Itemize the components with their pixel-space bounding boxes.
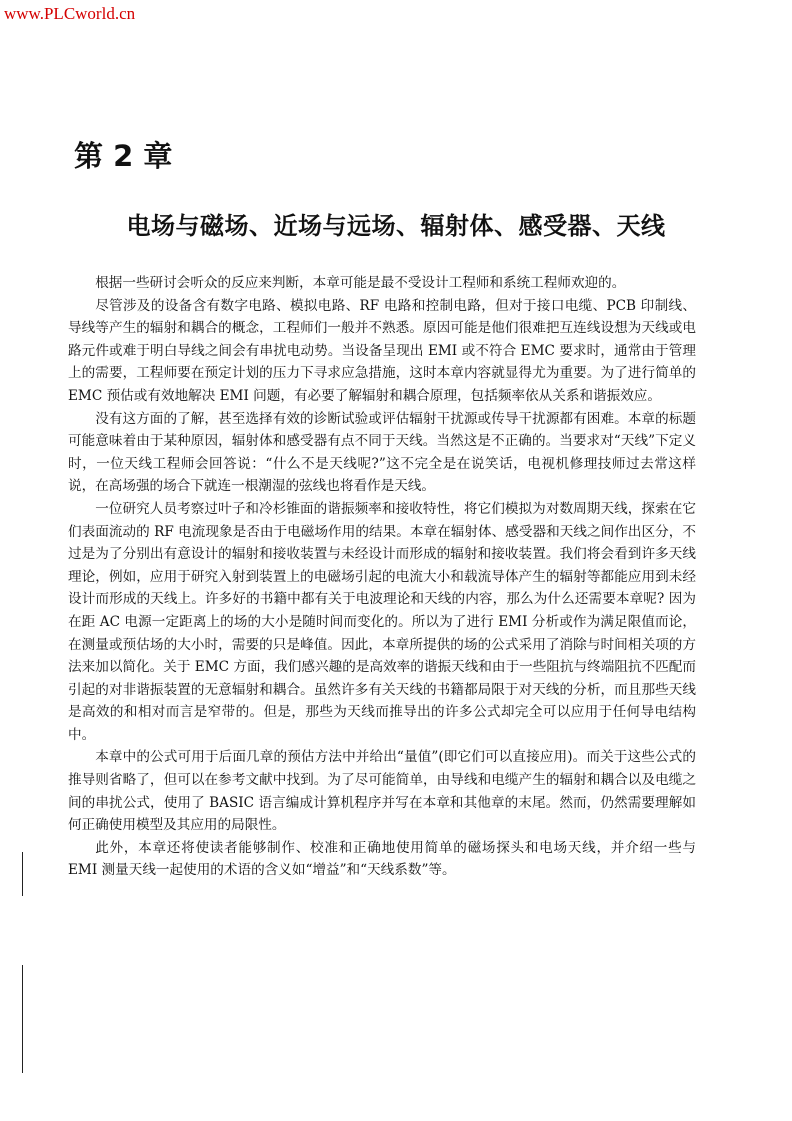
site-watermark: www.PLCworld.cn (4, 4, 136, 23)
body-text (68, 272, 696, 882)
chapter-heading: 第 2 章 (74, 139, 173, 173)
paragraph: 尽管涉及的设备含有数字电路、模拟电路、RF 电路和控制电路，但对于接口电缆、PCB 印制线、导线等产生的辐射和耦合的概念，工程师们一般并不熟悉。原因可能是他们很难把互连线设想为天线或电路元件或难于明白导线之间会有串扰电动势。当设备呈现出 EMI 或不符合 EMC 要求时，通常由于管理上的需要，工程师要在预定计划的压力下寻求应急措施，这时本章内容就显得尤为重要。为了进行简单的 EMC 预估或有效地解决 EMI 问题，有必要了解辐射和耦合原理，包括频率依从关系和谐振效应。 (68, 297, 696, 404)
paragraph: 本章中的公式可用于后面几章的预估方法中并给出“量值”(即它们可以直接应用)。而关于这些公式的推导则省略了，但可以在参考文献中找到。为了尽可能简单，由导线和电缆产生的辐射和耦合以及电缆之间的串扰公式，使用了 BASIC 语言编成计算机程序并写在本章和其他章的末尾。然而，仍然需要理解如何正确使用模型及其应用的局限性。 (68, 749, 696, 834)
chapter-title: 电场与磁场、近场与远场、辐射体、感受器、天线 (126, 211, 666, 240)
paragraph: 根据一些研讨会听众的反应来判断，本章可能是最不受设计工程师和系统工程师欢迎的。 (95, 275, 626, 291)
paragraph: 没有这方面的了解，甚至选择有效的诊断试验或评估辐射干扰源或传导干扰源都有困难。本章的标题可能意味着由于某种原因，辐射体和感受器有点不同于天线。当然这是不正确的。当要求对“天线”下定义时，一位天线工程师会回答说：“什么不是天线呢?”这不完全是在说笑话，电视机修理技师过去常这样说，在高场强的场合下就连一根潮湿的弦线也将看作是天线。 (68, 410, 696, 495)
paragraph: 此外，本章还将使读者能够制作、校准和正确地使用简单的磁场探头和电场天线，并介绍一些与 EMI 测量天线一起使用的术语的含义如“增益”和“天线系数”等。 (68, 839, 696, 879)
paragraph: 一位研究人员考察过叶子和冷杉锥面的谐振频率和接收特性，将它们模拟为对数周期天线，探索在它们表面流动的 RF 电流现象是否由于电磁场作用的结果。本章在辐射体、感受器和天线之间作出区分，不过是为了分别出有意设计的辐射和接收装置与未经设计而形成的辐射和接收装置。我们将会看到许多天线理论，例如，应用于研究入射到装置上的电磁场引起的电流大小和载流导体产生的辐射等都能应用到未经设计而形成的天线上。许多好的书籍中都有关于电波理论和天线的内容，那么为什么还需要本章呢? 因为在距 AC 电源一定距离上的场的大小是随时间而变化的。所以为了进行 EMI 分析或作为满足限值而论，在测量或预估场的大小时，需要的只是峰值。因此，本章所提供的场的公式采用了消除与时间相关项的方法来加以简化。关于 EMC 方面，我们感兴趣的是高效率的谐振天线和由于一些阻抗与终端阻抗不匹配而引起的对非谐振装置的无意辐射和耦合。虽然许多有关天线的书籍都局限于对天线的分析，而且那些天线是高效的和相对而言是窄带的。但是，那些为天线而推导出的许多公式却完全可以应用于任何导电结构中。 (68, 500, 696, 743)
left-margin-rule (22, 965, 23, 1073)
left-margin-rule (22, 852, 23, 896)
